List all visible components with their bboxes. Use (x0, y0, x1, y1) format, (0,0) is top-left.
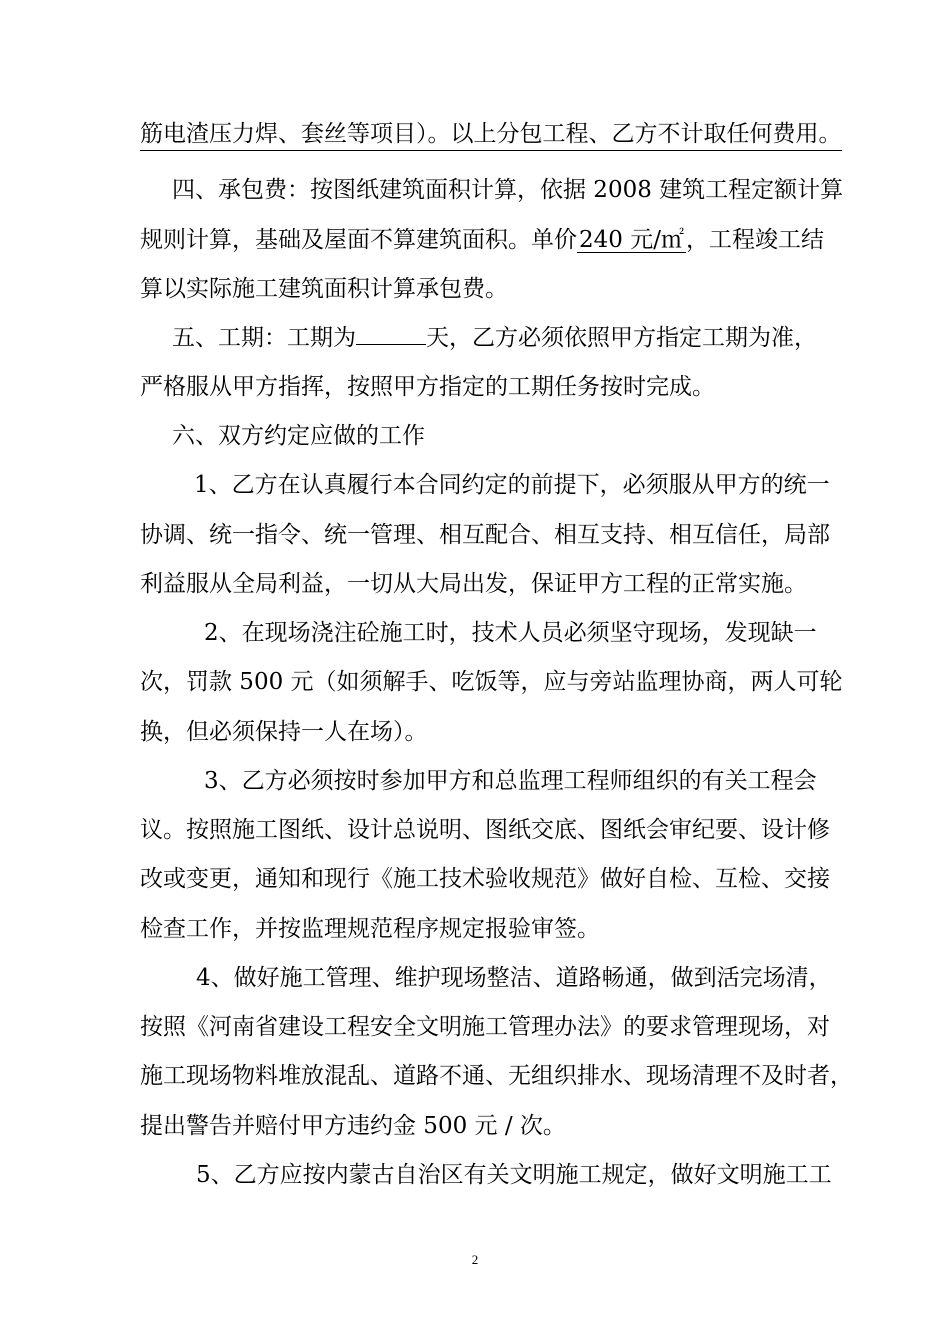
clause-4-line-1: 四、承包费：按图纸建筑面积计算，依据 2008 建筑工程定额计算 (172, 177, 844, 203)
item-4-line-3: 施工现场物料堆放混乱、道路不通、无组织排水、现场清理不及时者， (140, 1063, 853, 1089)
clause-4-line-3: 算以实际施工建筑面积计算承包费。 (140, 276, 508, 302)
item-3-line-4: 检查工作，并按监理规范程序规定报验审签。 (140, 916, 600, 942)
unit-price-field: 240 元/㎡ (579, 227, 684, 253)
duration-blank-field (356, 344, 426, 345)
item-5-line-1: 5、乙方应按内蒙古自治区有关文明施工规定，做好文明施工工 (196, 1162, 832, 1188)
item-2-line-3: 换，但必须保持一人在场）。 (140, 719, 428, 745)
clause-6-heading: 六、双方约定应做的工作 (172, 423, 425, 449)
item-3-line-1: 3、乙方必须按时参加甲方和总监理工程师组织的有关工程会 (204, 768, 817, 794)
item-3-line-3: 改或变更，通知和现行《施工技术验收规范》做好自检、互检、交接 (140, 866, 830, 892)
item-1-line-3: 利益服从全局利益，一切从大局出发，保证甲方工程的正常实施。 (140, 571, 807, 597)
item-1-line-2: 协调、统一指令、统一管理、相互配合、相互支持、相互信任，局部 (140, 522, 830, 548)
item-1-line-1: 1、乙方在认真履行本合同约定的前提下，必须服从甲方的统一 (194, 472, 830, 498)
item-4-line-2: 按照《河南省建设工程安全文明施工管理办法》的要求管理现场，对 (140, 1014, 830, 1040)
item-2-line-1: 2、在现场浇注砼施工时，技术人员必须坚守现场，发现缺一 (204, 620, 817, 646)
item-4-line-4: 提出警告并赔付甲方违约金 500 元 / 次。 (140, 1113, 566, 1139)
page-number: 2 (471, 1252, 479, 1267)
clause-5-line-1-start: 五、工期：工期为 (172, 325, 356, 351)
clause-4-line-2 (140, 226, 824, 254)
text-line-1: 筋电渣压力焊、套丝等项目）。以上分包工程、乙方不计取任何费用。 (140, 120, 842, 151)
item-2-line-2: 次，罚款 500 元（如须解手、吃饭等，应与旁站监理协商，两人可轮 (140, 669, 843, 695)
item-3-line-2: 议。按照施工图纸、设计总说明、图纸交底、图纸会审纪要、设计修 (140, 817, 830, 843)
clause-5-line-1-end: 天，乙方必须依照甲方指定工期为准， (426, 325, 817, 351)
item-4-line-1: 4、做好施工管理、维护现场整洁、道路畅通，做到活完场清， (196, 965, 832, 991)
clause-4-line-2-start: 规则计算，基础及屋面不算建筑面积。单价 (140, 227, 577, 253)
clause-5-line-1 (172, 324, 817, 352)
clause-4-line-2-end: ，工程竣工结 (685, 227, 824, 253)
clause-5-line-2: 严格服从甲方指挥，按照甲方指定的工期任务按时完成。 (140, 374, 715, 400)
